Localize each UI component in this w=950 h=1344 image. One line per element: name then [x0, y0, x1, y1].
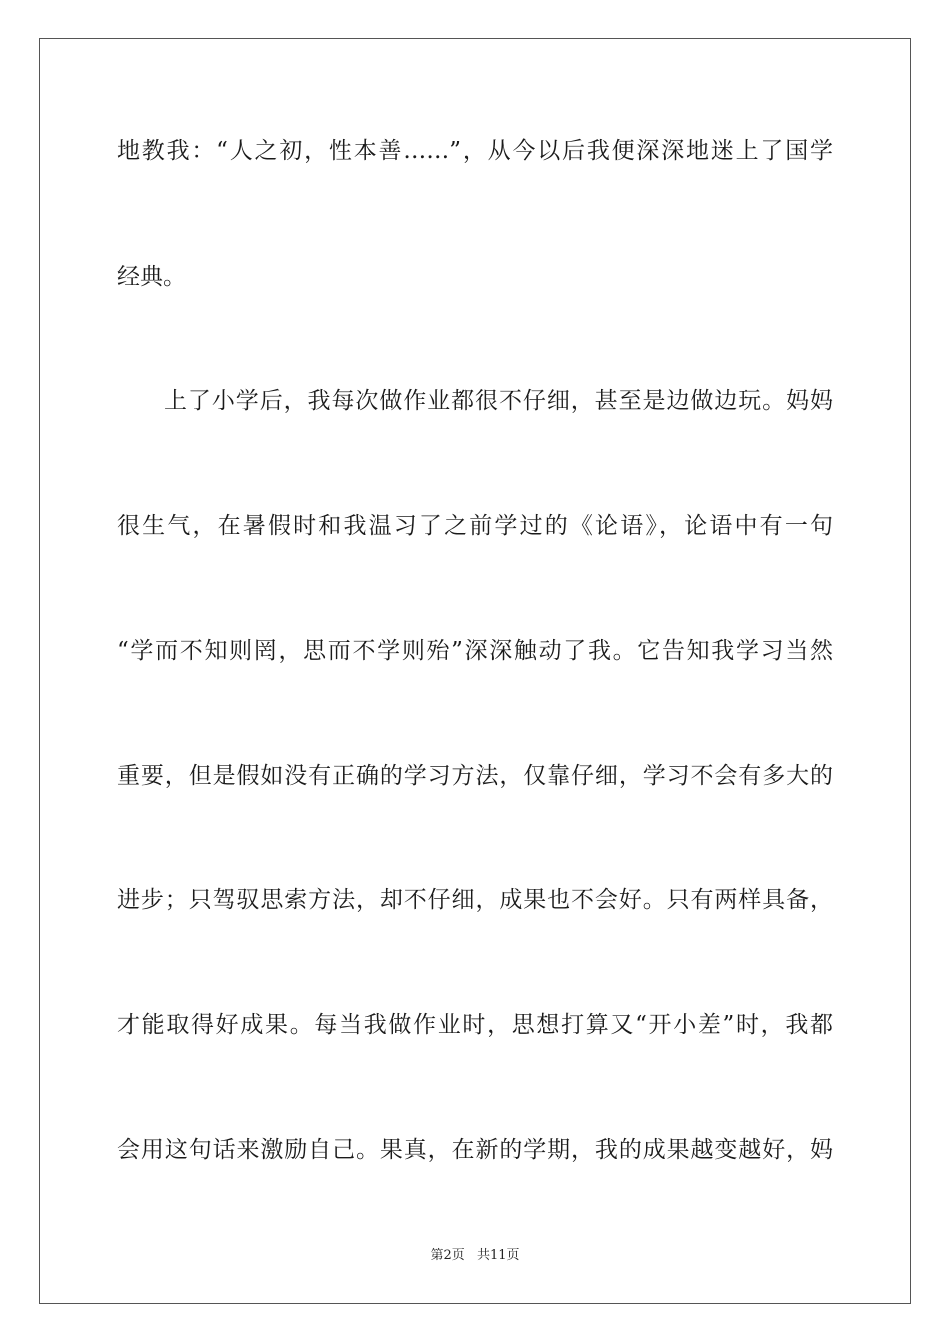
paragraph-line-5: “学而不知则罔，思而不学则殆”深深触动了我。它告知我学习当然: [117, 638, 833, 664]
paragraph-line-7: 进步；只驾驭思索方法，却不仔细，成果也不会好。只有两样具备，: [117, 887, 833, 913]
paragraph-line-3: 上了小学后，我每次做作业都很不仔细，甚至是边做边玩。妈妈: [164, 388, 833, 414]
paragraph-line-1: 地教我：“人之初，性本善……”，从今以后我便深深地迷上了国学: [117, 138, 833, 164]
paragraph-line-4: 很生气，在暑假时和我温习了之前学过的《论语》，论语中有一句: [117, 513, 833, 539]
page-total: 共11页: [476, 1248, 520, 1263]
paragraph-line-2: 经典。: [117, 264, 186, 290]
page-border: [39, 38, 911, 1304]
paragraph-line-8: 才能取得好成果。每当我做作业时，思想打算又“开小差”时，我都: [117, 1012, 833, 1038]
page-footer: [0, 1247, 950, 1265]
paragraph-line-9: 会用这句话来激励自己。果真，在新的学期，我的成果越变越好，妈: [117, 1137, 833, 1163]
paragraph-line-6: 重要，但是假如没有正确的学习方法，仅靠仔细，学习不会有多大的: [117, 763, 833, 789]
page-number: 第2页: [430, 1248, 465, 1263]
